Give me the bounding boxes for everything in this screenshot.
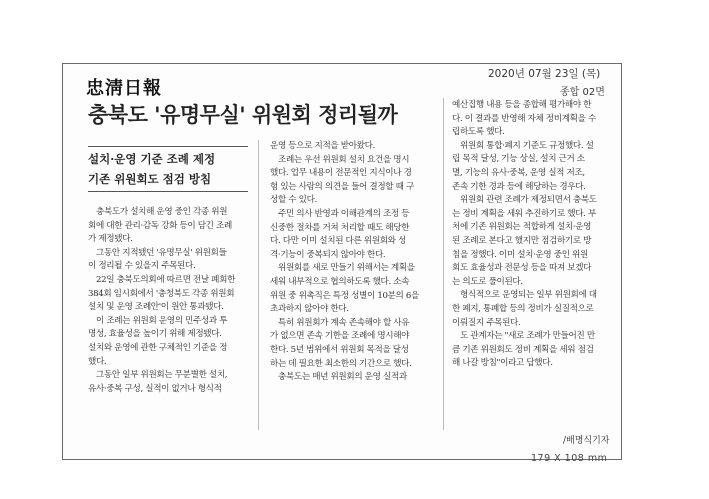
col2-line: 했다. 업무 내용이 전문적인 지식이나 경 bbox=[270, 168, 412, 179]
col2-line: 가 없으면 존속 기한을 조례에 명시해야 bbox=[270, 331, 410, 342]
col3-line: 회도 효율성과 전문성 등을 따져 보겠다 bbox=[452, 263, 592, 274]
col2-line: 위원회를 새로 만들기 위해서는 계획을 bbox=[278, 263, 415, 274]
col1-line: 그동안 지적됐던 '유명무실' 위원회들 bbox=[96, 247, 227, 258]
col1-line: 유사·중복 구성, 실적이 없거나 형식적 bbox=[88, 383, 222, 394]
col2-line: 한다. 5년 범위에서 위원회 목적을 달성 bbox=[270, 344, 409, 355]
col2-line: 충북도는 매년 위원회의 운영 실적과 bbox=[278, 372, 407, 383]
col2-line: 성할 수 있다. bbox=[270, 195, 317, 206]
col3-line: 큼 기존 위원회도 정비 계획을 세워 점검 bbox=[452, 344, 594, 355]
article-subhead-2: 기존 위원회도 점검 방침 bbox=[88, 172, 212, 186]
col3-line: 립 목적 달성, 기능 상실, 설치 근거 소 bbox=[452, 154, 585, 165]
article-column-1 bbox=[88, 206, 248, 396]
col1-line: 22일 충북도의회에 따르면 전날 폐회한 bbox=[96, 274, 236, 285]
subhead-rule-top bbox=[88, 146, 248, 147]
col3-line: 위원회 관련 조례가 제정되면서 충북도 bbox=[460, 195, 597, 206]
col2-line: 세워 내부적으로 협의하도록 했다. 소속 bbox=[270, 276, 410, 287]
article-subhead-1: 설치·운영 기준 조례 제정 bbox=[88, 152, 216, 166]
col2-line: 하는 데 필요한 최소한의 기간으로 했다. bbox=[270, 358, 412, 369]
subhead-rule-bottom bbox=[88, 191, 248, 192]
col3-line: 다. 이 결과를 반영해 자체 정비계획을 수 bbox=[452, 113, 596, 124]
col3-line: 는 의도로 풀이된다. bbox=[452, 276, 523, 287]
column-divider-1 bbox=[258, 140, 259, 430]
col1-line: 이 조례는 위원회 운영의 민주성과 투 bbox=[96, 315, 228, 326]
col2-line: 특히 위원회가 계속 존속해야 할 사유 bbox=[278, 317, 410, 328]
col1-line: 했다. bbox=[88, 356, 107, 367]
col3-line: 멸, 기능의 유사·중복, 운영 실적 저조, bbox=[452, 167, 585, 178]
col2-line: 조례는 우선 위원회 설치 요건을 명시 bbox=[278, 154, 410, 165]
col3-line: 도 관계자는 "새로 조례가 만들어진 만 bbox=[460, 331, 595, 342]
col3-line: 는 정비 계획을 세워 추진하기로 했다. 부 bbox=[452, 208, 596, 219]
col3-line: 한 폐지, 통폐합 등의 정비가 실질적으로 bbox=[452, 303, 594, 314]
article-column-3 bbox=[452, 99, 617, 371]
newspaper-logo: 忠淸日報 bbox=[86, 78, 162, 99]
article-column-2 bbox=[270, 140, 435, 385]
col3-line: 형식적으로 운영되는 일부 위원회에 대 bbox=[460, 290, 597, 301]
col3-line: 이뤄질지 주목된다. bbox=[452, 317, 521, 328]
col2-line: 초과하지 않아야 한다. bbox=[270, 304, 349, 315]
col1-line: 이 정리될 수 있을지 주목된다. bbox=[88, 261, 196, 272]
col3-line: 된 조례로 본다고 했지만 점검하기로 방 bbox=[452, 235, 592, 246]
col1-line: 설치 및 운영 조례안'이 원안 통과됐다. bbox=[88, 302, 224, 313]
col1-line: 가 제정됐다. bbox=[88, 234, 133, 245]
reporter-byline: /배명식기자 bbox=[563, 436, 610, 446]
col3-line: 해 나갈 방침"이라고 답했다. bbox=[452, 358, 553, 369]
publication-date: 2020년 07월 23일 (목) bbox=[488, 68, 601, 80]
clipping-size: 179 X 108 mm bbox=[531, 453, 608, 464]
col2-line: 위원 중 위촉직은 특정 성별이 10분의 6을 bbox=[270, 290, 419, 301]
col3-line: 위원회 통합·폐지 기준도 규정했다. 설 bbox=[460, 140, 594, 151]
col1-line: 그동안 일부 위원회는 무분별한 설치, bbox=[96, 370, 228, 381]
col3-line: 예산집행 내용 등을 종합해 평가해야 한 bbox=[452, 100, 592, 110]
col1-line: 명성, 효율성을 높이기 위해 제정됐다. bbox=[88, 329, 222, 340]
article-headline: 충북도 '유명무실' 위원회 정리될까 bbox=[88, 102, 398, 127]
col1-line: 충북도가 설치해 운영 중인 각종 위원 bbox=[96, 207, 228, 217]
col3-line: 처에 기존 위원회는 적합하게 설치·운영 bbox=[452, 222, 592, 233]
col2-line: 신중한 절차를 거쳐 처리할 때도 해당한 bbox=[270, 222, 410, 233]
col2-line: 운영 등으로 지적을 받아왔다. bbox=[270, 141, 375, 151]
column-divider-2 bbox=[443, 98, 444, 430]
col2-line: 험 있는 사람의 의견을 들어 결정할 때 구 bbox=[270, 181, 414, 192]
col2-line: 격·기능이 중복되지 않아야 한다. bbox=[270, 249, 386, 260]
col1-line: 384회 임시회에서 '충청북도 각종 위원회 bbox=[88, 288, 235, 299]
col3-line: 존속 기한 경과 등에 해당하는 경우다. bbox=[452, 181, 586, 192]
col3-line: 립하도록 했다. bbox=[452, 127, 505, 138]
col2-line: 다. 다만 이미 설치된 다른 위원회와 성 bbox=[270, 236, 406, 247]
col1-line: 회에 대한 관리·감독 강화 등이 담긴 조례 bbox=[88, 220, 232, 231]
col3-line: 침을 정했다. 이미 설치·운영 중인 위원 bbox=[452, 249, 588, 260]
page-section: 종합 02면 bbox=[560, 87, 605, 98]
col2-line: 주민 의사 반영과 이해관계의 조정 등 bbox=[278, 208, 410, 219]
col1-line: 설치와 운영에 관한 구체적인 기준을 정 bbox=[88, 342, 228, 353]
